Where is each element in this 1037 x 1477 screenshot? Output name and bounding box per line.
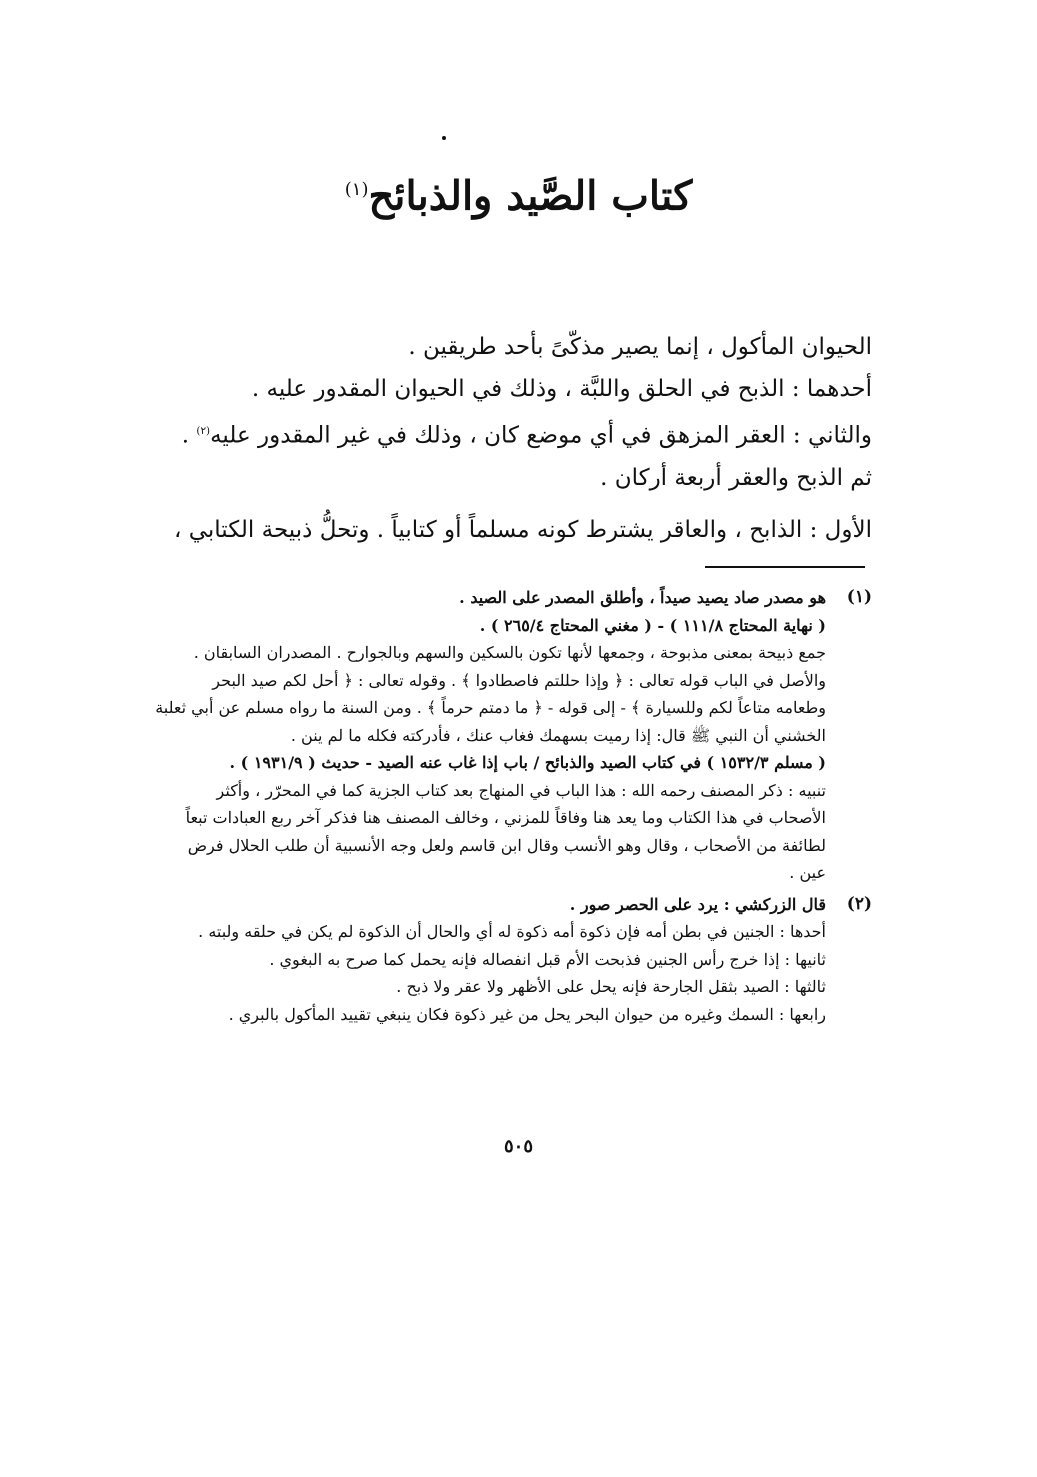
main-line bbox=[152, 410, 872, 457]
footnote-line: قال الزركشي : يرد على الحصر صور . bbox=[569, 894, 826, 914]
footnote-line: الأصحاب في هذا الكتاب وما يعد هنا وفاقاً للمزني ، وخالف المصنف هنا فذكر آخر ربع العبادات تبعاً bbox=[185, 808, 826, 827]
footnote-number: (٢) bbox=[846, 893, 872, 914]
footnotes bbox=[155, 584, 872, 1032]
footnote-line: عين . bbox=[789, 863, 826, 882]
main-line-note-ref: (٢) bbox=[196, 425, 211, 437]
chapter-title-note-ref: (١) bbox=[344, 179, 369, 200]
footnote-line: ثانيها : إذا خرج رأس الجنين فذبحت الأم قبل انفصاله فإنه يحمل كما صرح به البغوي . bbox=[269, 949, 826, 969]
footnote-line: ( مسلم ١٥٣٢/٣ ) في كتاب الصيد والذبائح / باب إذا غاب عنه الصيد - حديث ( ١٩٣١/٩ ) . bbox=[229, 753, 826, 772]
footnote-line: ( نهاية المحتاج ١١١/٨ ) - ( مغني المحتاج ٢٦٥/٤ ) . bbox=[479, 615, 826, 635]
page-number: ٥٠٥ bbox=[503, 1136, 533, 1157]
main-line-text: والثاني : العقر المزهق في أي موضع كان ، وذلك في غير المقدور عليه bbox=[210, 422, 872, 449]
chapter-title bbox=[0, 160, 1037, 226]
footnote-line: جمع ذبيحة بمعنى مذبوحة ، وجمعها لأنها تكون بالسكين والسهم وبالجوارح . المصدران السابقان . bbox=[193, 643, 826, 662]
footnote-line: هو مصدر صاد يصيد صيداً ، وأطلق المصدر على الصيد . bbox=[459, 588, 826, 607]
footnote-line: ثالثها : الصيد بثقل الجارحة فإنه يحل على الأظهر ولا عقر ولا ذبح . bbox=[396, 977, 826, 996]
footnote-separator bbox=[705, 566, 865, 568]
top-mark bbox=[442, 136, 446, 140]
footnote bbox=[155, 584, 872, 887]
footnote-line: وطعامه متاعاً لكم وللسيارة ﴾ - إلى قوله - ﴿ ما دمتم حرماً ﴾ . ومن السنة ما رواه مسلم عن أبي ثعلبة bbox=[155, 698, 826, 717]
footnote-line: رابعها : السمك وغيره من حيوان البحر يحل من غير ذكوة فكان ينبغي تقييد المأكول بالبري . bbox=[228, 1004, 826, 1024]
footnote-line: الخشني أن النبي ﷺ قال: إذا رميت بسهمك فغاب عنك ، فأدركته فكله ما لم ينن . bbox=[290, 725, 826, 745]
main-line: أحدهما : الذبح في الحلق واللبَّة ، وذلك في الحيوان المقدور عليه . bbox=[251, 376, 872, 402]
chapter-title-text: كتاب الصَّيد والذبائح bbox=[368, 172, 693, 220]
main-line: الحيوان المأكول ، إنما يصير مذكّىً بأحد طريقين . bbox=[408, 334, 872, 360]
footnote-line: تنبيه : ذكر المصنف رحمه الله : هذا الباب في المنهاج بعد كتاب الجزية كما في المحرّر ، وأكثر bbox=[216, 780, 826, 800]
footnote-line: أحدها : الجنين في بطن أمه فإن ذكوة أمه ذكوة له أي والحال أن الذكوة لم يكن في حلقه ولبته . bbox=[198, 922, 826, 941]
footnote-line: والأصل في الباب قوله تعالى : ﴿ وإذا حللتم فاصطادوا ﴾ . وقوله تعالى : ﴿ أحل لكم صيد البحر bbox=[212, 670, 826, 690]
footnote bbox=[162, 891, 872, 1029]
main-line-end: . bbox=[181, 422, 197, 449]
main-text bbox=[152, 326, 872, 551]
main-line: ثم الذبح والعقر أربعة أركان . bbox=[600, 464, 872, 491]
footnote-line: لطائفة من الأصحاب ، وقال وهو الأنسب وقال ابن قاسم ولعل وجه الأنسبية أن طلب الحلال فرض bbox=[187, 835, 826, 855]
main-line: الأول : الذابح ، والعاقر يشترط كونه مسلماً أو كتابياً . وتحلُّ ذبيحة الكتابي ، bbox=[173, 516, 872, 543]
footnote-number: (١) bbox=[846, 587, 872, 607]
